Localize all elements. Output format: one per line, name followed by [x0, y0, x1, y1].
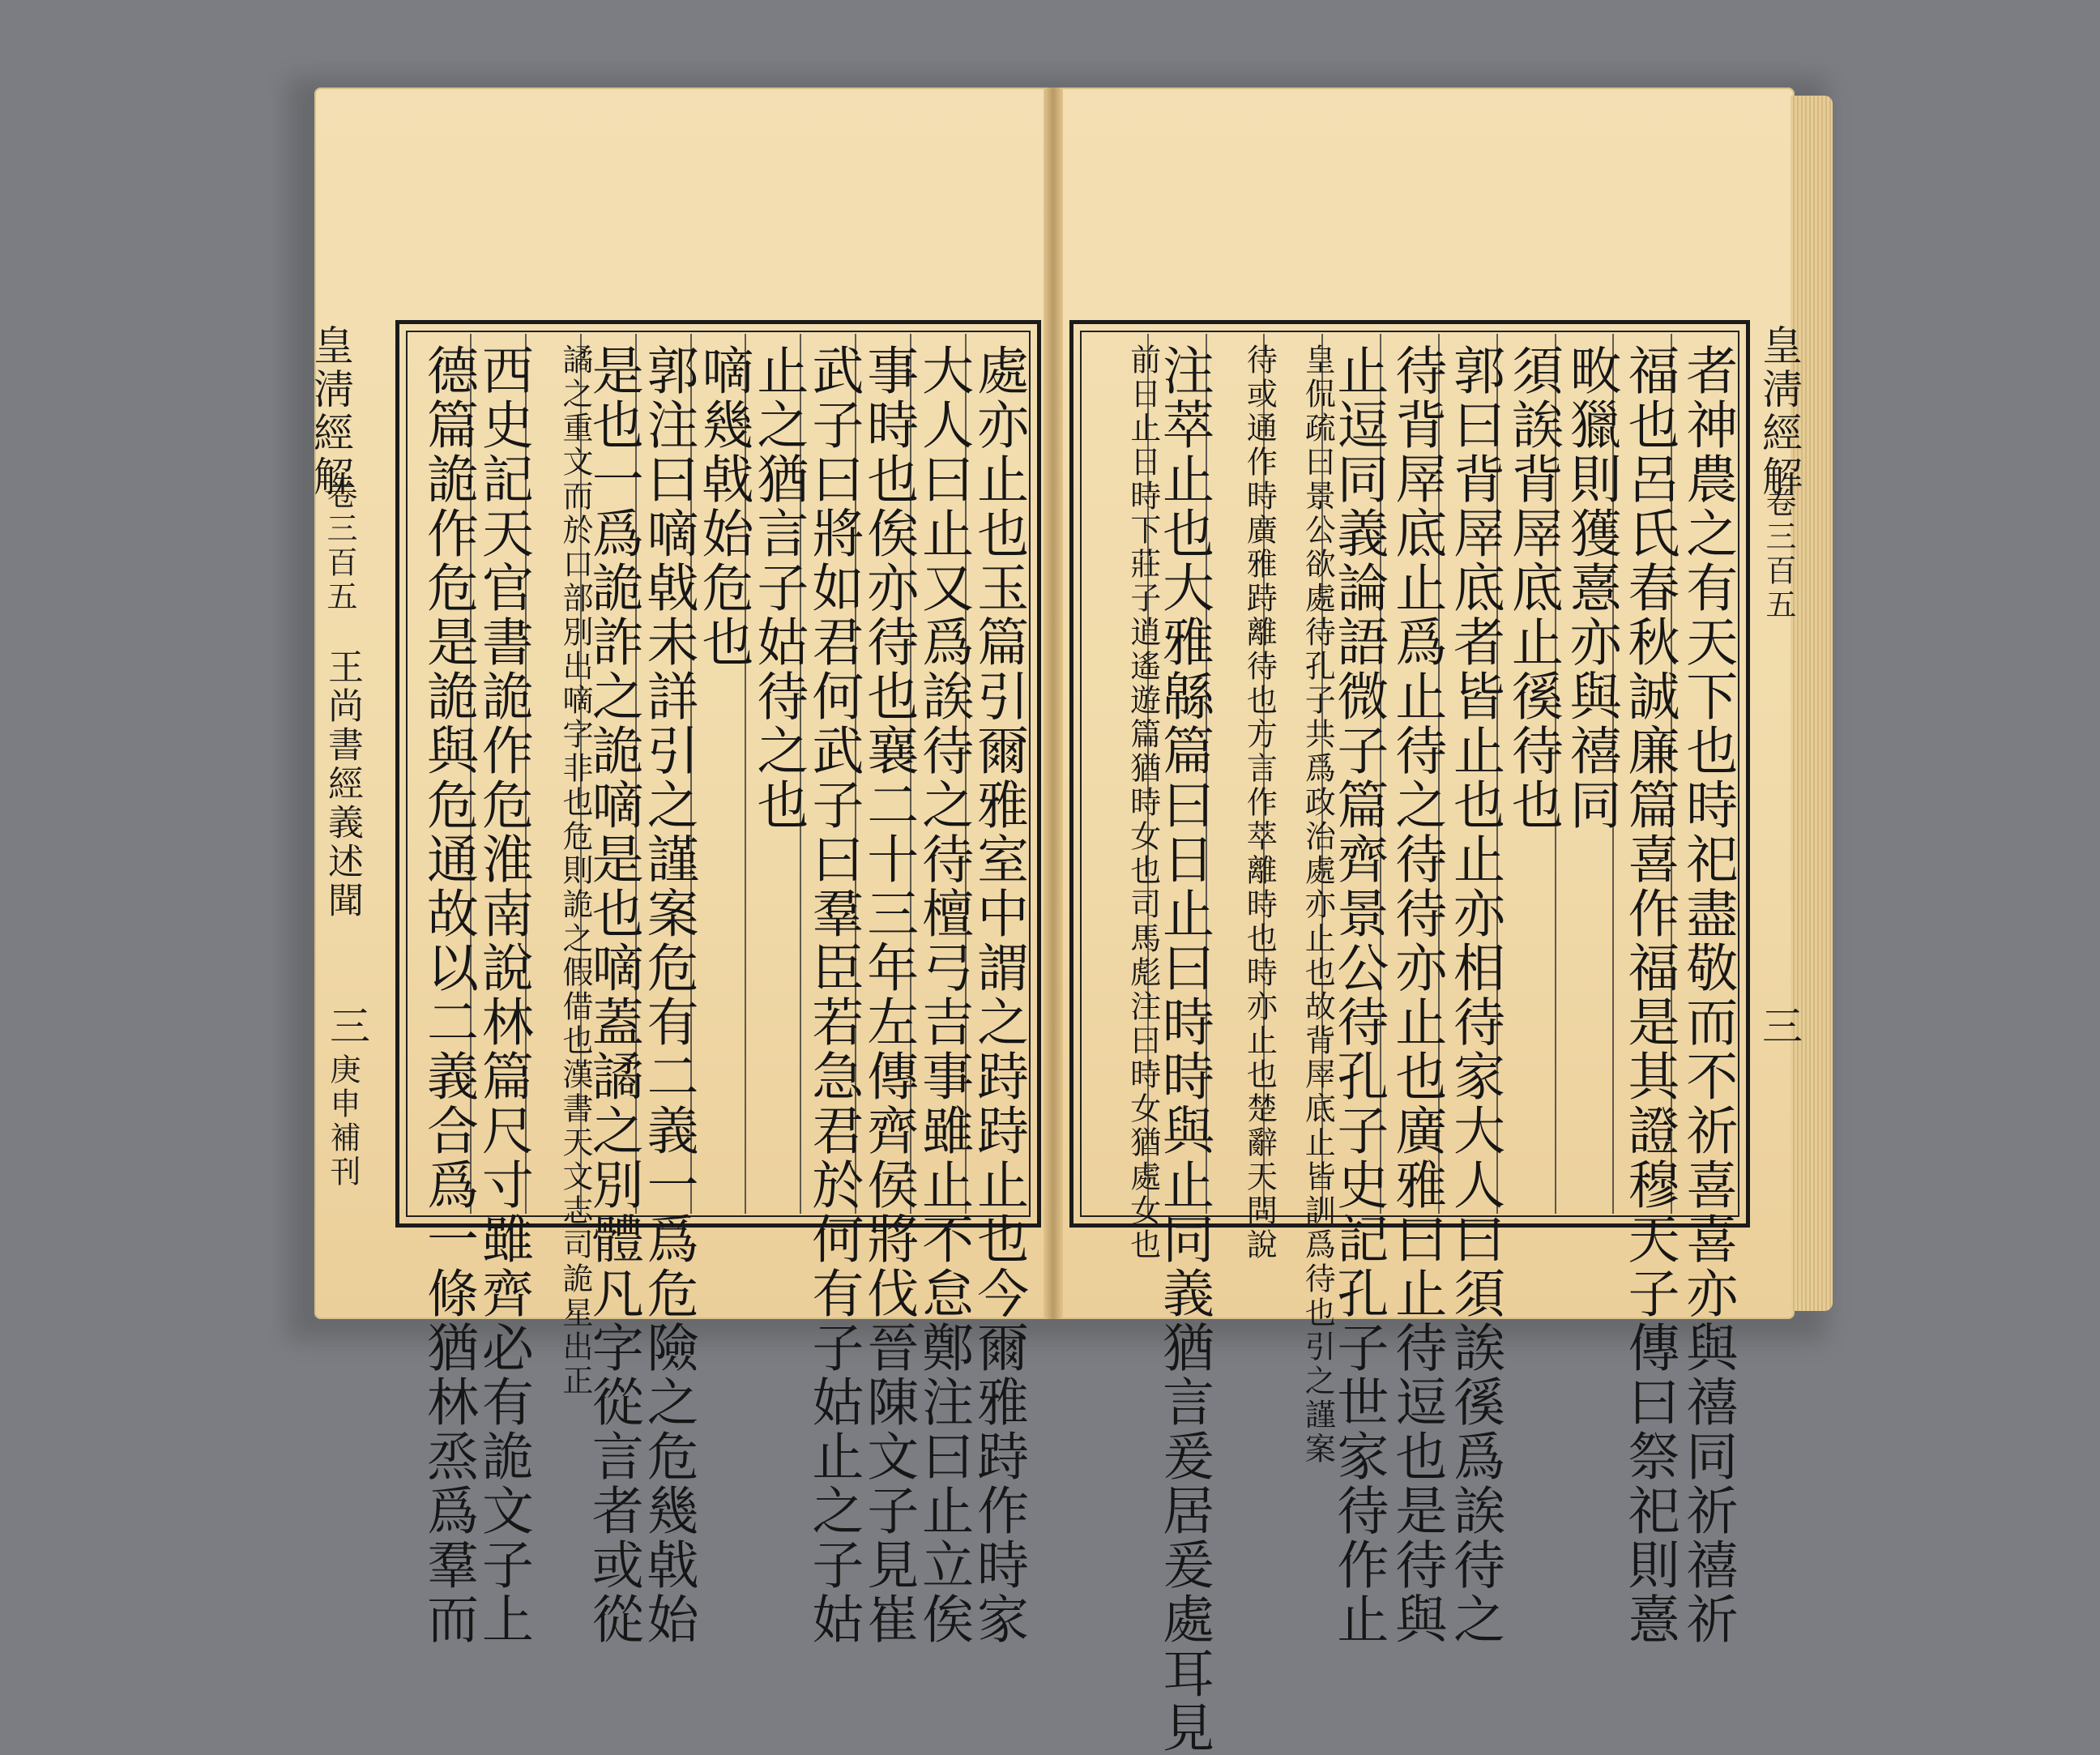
- left-margin-header: 皇淸經解: [307, 324, 354, 499]
- right-column-1: 者神農之有天下也時祀盡敬而不祈喜喜亦與禧同祈禧祈: [1677, 344, 1738, 1646]
- left-column-7: 郭注曰嘀㦸未詳引之謹案危有二義一爲危險之危幾㦸始: [638, 344, 698, 1646]
- left-margin-colophon: 庚申補刊: [325, 1053, 361, 1189]
- right-margin-juan: 卷三百五: [1761, 486, 1796, 622]
- page-edge: [1791, 96, 1833, 1311]
- left-column-9: 譎之重文而於口部別出嘀字非也危則詭之假借也漢書天文志司詭星出正: [557, 344, 593, 1398]
- left-column-10: 西史記天官書詭作危淮南說林篇尺寸雖齊必有詭文子上: [472, 344, 533, 1646]
- left-column-8: 是也一爲詭詐之詭嘀是也嘀蓋譎之別體凡字從言者或從: [583, 344, 643, 1646]
- left-column-3: 事時也俟亦待也襄二十三年左傳齊侯將伐晉陳文子見崔: [858, 344, 919, 1646]
- right-column-11: 前日止日時下莊子逍遙遊篇猶時女也司馬彪注曰時女猶處女也: [1125, 344, 1161, 1262]
- left-column-1: 處亦止也玉篇引爾雅室中謂之跱跱止也今爾雅跱作時家: [968, 344, 1029, 1646]
- left-column-5: 止之猶言子姑待之也: [748, 344, 809, 832]
- right-column-6: 待背屖底止爲止待之待待亦止也廣雅曰止待逗也是待與: [1386, 344, 1447, 1646]
- right-column-10: 注萃止也大雅緜篇曰日止曰時時與止同義猶言爰居爰處耳見: [1153, 344, 1214, 1755]
- right-column-4: 須誒背屖底止徯待也: [1502, 344, 1563, 832]
- left-column-11: 德篇詭作危是詭與危通故以二義合爲一條猶林烝爲羣而: [417, 344, 478, 1646]
- right-column-7: 止逗同義論語微子篇齊景公待孔子史記孔子世家待作止: [1328, 344, 1389, 1646]
- left-column-6: 嘀幾㦸始危也: [693, 344, 753, 669]
- right-column-3: 畋獵則獲憙亦與禧同: [1560, 344, 1621, 832]
- book-gutter: [1044, 88, 1063, 1319]
- left-margin-page-number: 三: [323, 1005, 370, 1048]
- left-margin-subtitle: 王尚書經義述聞: [322, 648, 363, 920]
- right-margin-page-number: 三: [1756, 1005, 1803, 1048]
- right-print-frame: [1069, 320, 1750, 1755]
- right-column-8: 皇侃疏曰景公欲處待孔子共爲政治處亦止也故背屖底止皆訓爲待也引之謹案: [1300, 344, 1336, 1467]
- left-column-4: 武子曰將如君何武子曰羣臣若急君於何有子姑止之子姑: [803, 344, 864, 1646]
- left-print-frame: [395, 320, 1041, 1646]
- left-margin-juan: 卷三百五: [322, 478, 357, 614]
- left-column-2: 大人曰止又爲誒待之待檀弓吉事雖止不怠鄭注曰止立俟: [913, 344, 974, 1646]
- right-column-9: 待或通作時廣雅跱離待也方言作萃離時也時亦止也楚辭天問說: [1241, 344, 1278, 1262]
- right-margin-header: 皇淸經解: [1756, 324, 1803, 499]
- right-column-2: 福也呂氏春秋誠廉篇喜作福是其證穆天子傳曰祭祀則憙: [1619, 344, 1680, 1646]
- right-column-5: 郭曰背屖底者皆止也止亦相待家大人曰須誒徯爲誒待之: [1445, 344, 1505, 1646]
